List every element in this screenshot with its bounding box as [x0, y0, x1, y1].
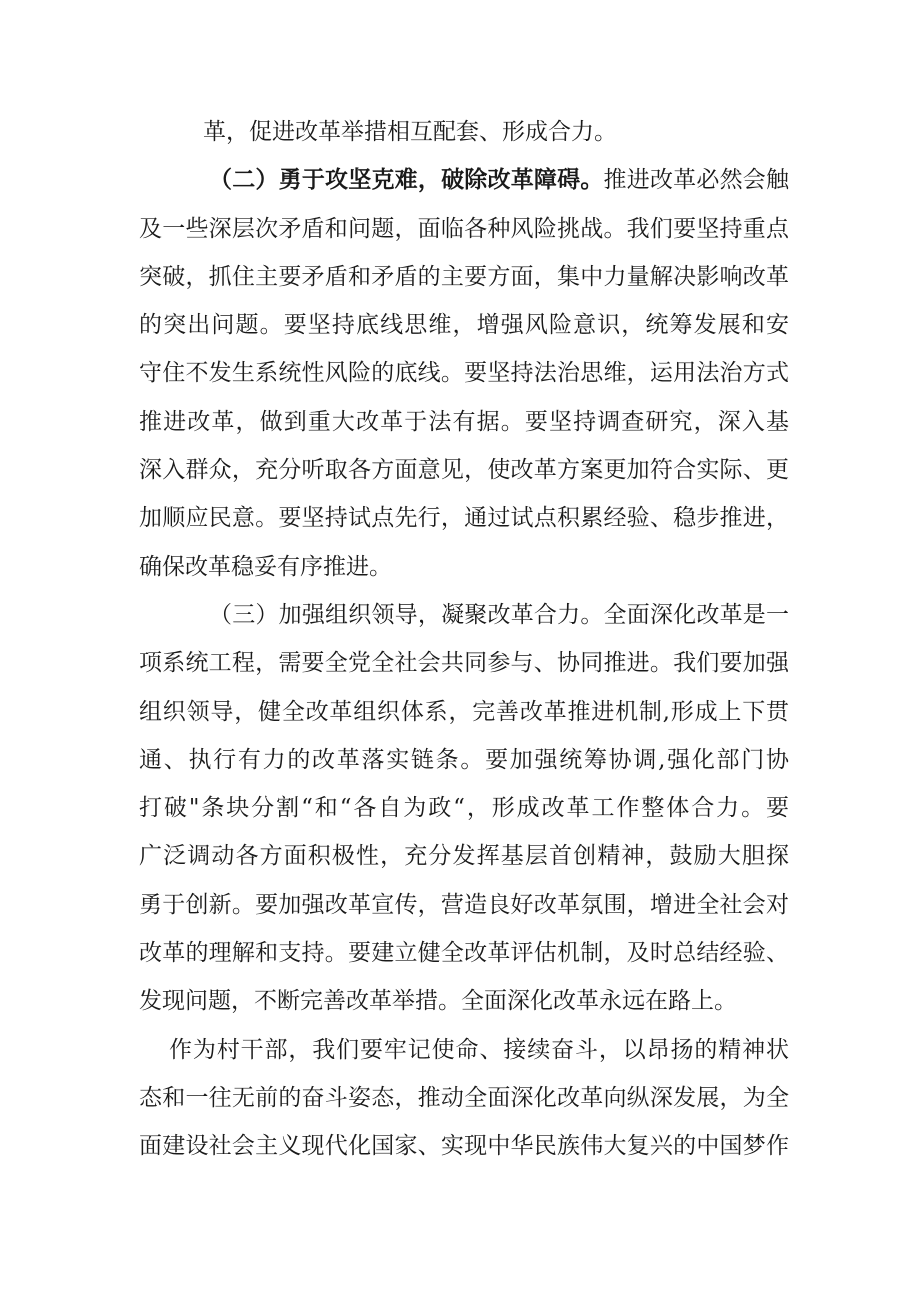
- line-text: 加顺应民意。要坚持试点先行，通过试点积累经验、稳步推进，: [139, 505, 789, 532]
- text-line: [139, 929, 789, 977]
- line-text: 作为村干部，我们要牢记使命、接续奋斗，以昂扬的精神状: [169, 1036, 789, 1063]
- line-text: 的突出问题。要坚持底线思维，增强风险意识，统筹发展和安: [139, 312, 789, 339]
- text-line: [139, 1122, 789, 1170]
- text-line: [139, 977, 789, 1025]
- line-text: 态和一往无前的奋斗姿态，推动全面深化改革向纵深发展，为全: [139, 1084, 789, 1111]
- line-text: 及一些深层次矛盾和问题，面临各种风险挑战。我们要坚持重点: [139, 215, 789, 242]
- line-text: （三）加强组织领导，凝聚改革合力。全面深化改革是一: [209, 601, 789, 628]
- text-line: [139, 301, 789, 349]
- text-line: [139, 108, 789, 156]
- text-line: [139, 543, 789, 591]
- line-text: 确保改革稳妥有序推进。: [139, 553, 392, 580]
- text-line: [139, 349, 789, 397]
- text-line: [139, 253, 789, 301]
- line-text: 推进改革，做到重大改革于法有据。要坚持调查研究，深入基: [139, 408, 789, 435]
- line-text: 突破，抓住主要矛盾和矛盾的主要方面，集中力量解决影响改革: [139, 263, 789, 290]
- line-text: 改革的理解和支持。要建立健全改革评估机制，及时总结经验、: [139, 940, 789, 967]
- line-text: 广泛调动各方面积极性，充分发挥基层首创精神，鼓励大胆探: [139, 843, 789, 870]
- text-line: [139, 398, 789, 446]
- text-line: [139, 639, 789, 687]
- line-text: 守住不发生系统性风险的底线。要坚持法治思维，运用法治方式: [139, 360, 789, 387]
- line-text: 通、执行有力的改革落实链条。要加强统筹协调,强化部门协: [139, 746, 789, 773]
- text-line: [139, 881, 789, 929]
- text-line: [139, 156, 789, 204]
- text-line: [139, 688, 789, 736]
- line-text: 发现问题，不断完善改革举措。全面深化改革永远在路上。: [139, 988, 737, 1015]
- text-line: [139, 205, 789, 253]
- text-line: [139, 494, 789, 542]
- line-text: 勇于创新。要加强改革宣传，营造良好改革氛围，增进全社会对: [139, 891, 789, 918]
- document-body: [139, 108, 789, 1171]
- text-line: [139, 446, 789, 494]
- section-heading: （二）勇于攻坚克难，破除改革障碍。: [209, 166, 604, 194]
- line-text: 项系统工程，需要全党全社会共同参与、协同推进。我们要加强: [139, 650, 789, 677]
- text-line: [139, 591, 789, 639]
- text-line: [139, 1026, 789, 1074]
- text-line: [139, 1074, 789, 1122]
- text-line: [139, 736, 789, 784]
- line-text: 组织领导，健全改革组织体系，完善改革推进机制,形成上下贯: [139, 698, 789, 725]
- text-line: [139, 784, 789, 832]
- line-text: 革，促进改革举措相互配套、形成合力。: [203, 119, 617, 145]
- line-text: 推进改革必然会触: [603, 167, 789, 194]
- line-text: 面建设社会主义现代化国家、实现中华民族伟大复兴的中国梦作: [139, 1133, 789, 1160]
- line-text: 打破"条块分割“和“各自为政“，形成改革工作整体合力。要: [139, 795, 789, 822]
- text-line: [139, 832, 789, 880]
- line-text: 深入群众，充分听取各方面意见，使改革方案更加符合实际、更: [139, 457, 789, 484]
